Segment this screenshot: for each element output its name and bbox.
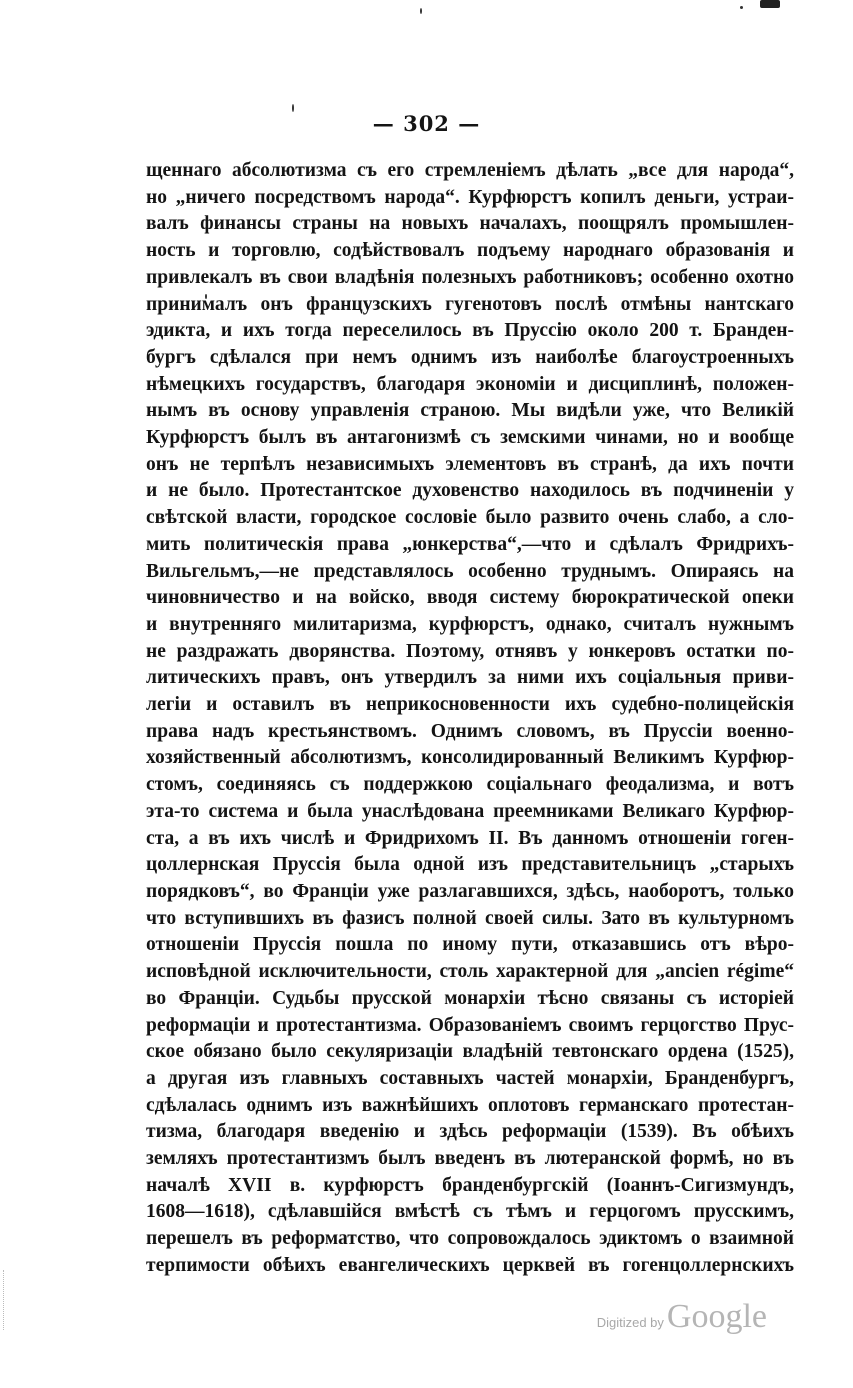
text-line: Курфюрстъ былъ въ антагонизмѣ съ земскими чинами, но и вообще bbox=[146, 427, 794, 449]
page-number: — 302 — bbox=[372, 111, 481, 136]
google-logo: Google bbox=[666, 1298, 767, 1335]
text-line: не раздражать дворянства. Поэтому, отнявъ у юнкеровъ остатки по- bbox=[146, 640, 794, 662]
scan-speck bbox=[740, 6, 743, 9]
text-line: привлекалъ въ свои владѣнія полезныхъ работниковъ; особенно охотно bbox=[146, 266, 794, 288]
text-line: эдикта, и ихъ тогда переселилось въ Пруссію около 200 т. Бранден- bbox=[146, 320, 794, 342]
text-line: принималъ онъ французскихъ гугенотовъ послѣ отмѣны нантскаго bbox=[146, 293, 794, 315]
text-line: онъ не терпѣлъ независимыхъ элементовъ въ странѣ, да ихъ почти bbox=[146, 453, 794, 475]
text-line: хозяйственный абсолютизмъ, консолидированный Великимъ Курфюр- bbox=[146, 747, 794, 769]
text-line: бургъ сдѣлался при немъ однимъ изъ наиболѣе благоустроенныхъ bbox=[146, 346, 794, 368]
text-line: реформаціи и протестантизма. Образованіемъ своимъ герцогство Прус- bbox=[146, 1014, 794, 1036]
text-line: и внутренняго милитаризма, курфюрстъ, однако, считалъ нужнымъ bbox=[146, 613, 794, 635]
text-line: нѣмецкихъ государствъ, благодаря экономіи и дисциплинѣ, положен- bbox=[146, 373, 794, 395]
text-line: терпимости обѣихъ евангелическихъ церквей въ гогенцоллернскихъ bbox=[146, 1254, 794, 1276]
text-line: отношеніи Пруссія пошла по иному пути, отказавшись отъ вѣро- bbox=[146, 934, 794, 956]
text-line: Вильгельмъ,—не представлялось особенно труднымъ. Опираясь на bbox=[146, 560, 794, 582]
text-line: и не было. Протестантское духовенство находилось въ подчиненіи у bbox=[146, 480, 794, 502]
text-line: но „ничего посредствомъ народа“. Курфюрстъ копилъ деньги, устраи- bbox=[146, 186, 794, 208]
text-line: права надъ крестьянствомъ. Однимъ словомъ, въ Пруссіи военно- bbox=[146, 720, 794, 742]
scan-edge-marks bbox=[3, 1270, 6, 1330]
text-line: перешелъ въ реформатство, что сопровождалось эдиктомъ о взаимной bbox=[146, 1228, 794, 1250]
text-line: валъ финансы страны на новыхъ началахъ, поощрялъ промышлен- bbox=[146, 213, 794, 235]
text-line: что вступившихъ въ фазисъ полной своей силы. Зато въ культурномъ bbox=[146, 907, 794, 929]
text-line: щеннаго абсолютизма съ его стремленіемъ дѣлать „все для народа“, bbox=[146, 160, 794, 181]
watermark-prefix: Digitized by bbox=[596, 1315, 664, 1330]
text-line: мить политическія права „юнкерства“,—что и сдѣлалъ Фридрихъ- bbox=[146, 533, 794, 555]
text-line: исповѣдной исключительности, столь характерной для „ancien régime“ bbox=[146, 961, 794, 983]
text-line: во Франціи. Судьбы прусской монархіи тѣсно связаны съ исторіей bbox=[146, 987, 794, 1009]
scan-speck bbox=[760, 0, 780, 8]
text-line: легіи и оставилъ въ неприкосновенности ихъ судебно-полицейскія bbox=[146, 694, 794, 716]
scan-speck bbox=[420, 8, 422, 14]
text-line: стомъ, соединяясь съ поддержкою соціальнаго феодализма, и вотъ bbox=[146, 774, 794, 796]
text-line: 1608—1618), сдѣлавшійся вмѣстѣ съ тѣмъ и герцогомъ прусскимъ, bbox=[146, 1201, 794, 1223]
text-line: а другая изъ главныхъ составныхъ частей монархіи, Бранденбургъ, bbox=[146, 1067, 794, 1089]
text-line: земляхъ протестантизмъ былъ введенъ въ лютеранской формѣ, но въ bbox=[146, 1148, 794, 1170]
text-line: ста, а въ ихъ числѣ и Фридрихомъ II. Въ данномъ отношеніи гоген- bbox=[146, 827, 794, 849]
text-line: началѣ XVII в. курфюрстъ бранденбургскій (Іоаннъ-Сигизмундъ, bbox=[146, 1174, 794, 1196]
text-line: литическихъ правъ, онъ утвердилъ за ними ихъ соціальныя приви- bbox=[146, 667, 794, 689]
text-line: свѣтской власти, городское сословіе было развито очень слабо, а сло- bbox=[146, 507, 794, 529]
digitized-watermark bbox=[597, 1298, 767, 1336]
text-line: тизма, благодаря введенію и здѣсь реформаціи (1539). Въ обѣихъ bbox=[146, 1121, 794, 1143]
text-line: сдѣлалась однимъ изъ важнѣйшихъ оплотовъ германскаго протестан- bbox=[146, 1094, 794, 1116]
text-line: порядковъ“, во Франціи уже разлагавшихся, здѣсь, наоборотъ, только bbox=[146, 880, 794, 902]
text-line: цоллернская Пруссія была одной изъ представительницъ „старыхъ bbox=[146, 854, 794, 876]
text-line: эта-то система и была унаслѣдована преемниками Великаго Курфюр- bbox=[146, 800, 794, 822]
body-text bbox=[146, 158, 794, 1280]
text-line: ность и торговлю, содѣйствовалъ подъему народнаго образованія и bbox=[146, 240, 794, 262]
text-line: чиновничество и на войско, вводя систему бюрократической опеки bbox=[146, 587, 794, 609]
text-line: нымъ въ основу управленія страною. Мы видѣли уже, что Великій bbox=[146, 400, 794, 422]
text-line: ское обязано было секуляризаціи владѣній тевтонскаго ордена (1525), bbox=[146, 1041, 794, 1063]
